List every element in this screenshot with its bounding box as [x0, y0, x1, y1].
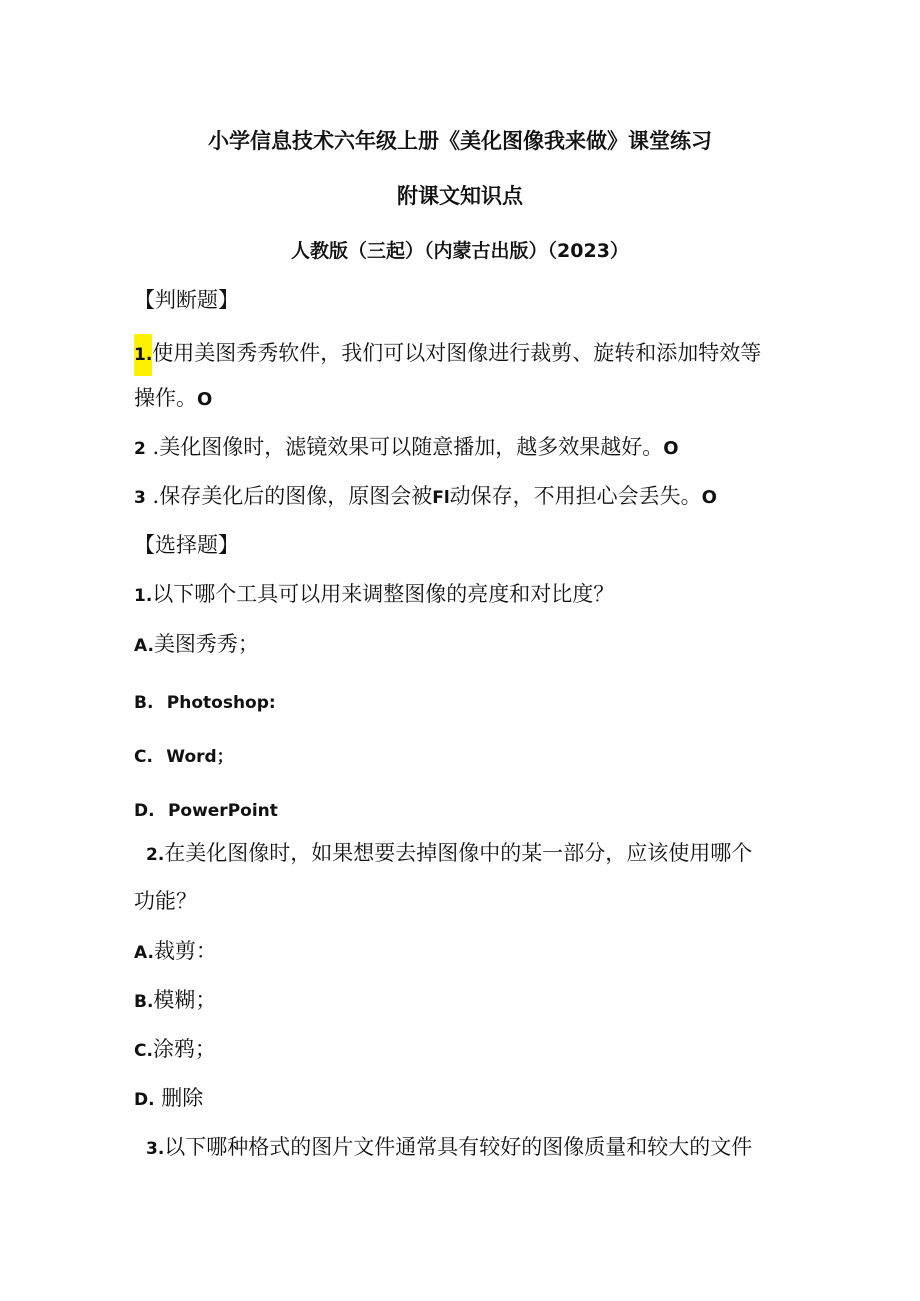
option-letter: A.	[134, 943, 154, 963]
choice-q2	[146, 838, 752, 870]
option-text: Photoshop:	[166, 693, 276, 713]
judgment-heading: 【判断题】	[134, 288, 239, 312]
judgment-item-3-text-fl: Fl	[432, 488, 450, 508]
option-letter: C.	[134, 1041, 153, 1061]
choice-q2-option-a	[134, 936, 217, 968]
choice-q2-text: 在美化图像时，如果想要去掉图像中的某一部分，应该使用哪个	[164, 841, 753, 865]
judgment-item-2-text: .美化图像时，滤镜效果可以随意播加，越多效果越好。	[145, 435, 664, 459]
page-subtitle: 附课文知识点	[397, 184, 523, 208]
judgment-item-1-text: 使用美图秀秀软件，我们可以对图像进行裁剪、旋转和添加特效等	[152, 341, 762, 365]
page-title: 小学信息技术六年级上册《美化图像我来做》课堂练习	[208, 129, 712, 153]
option-letter: D.	[134, 1090, 155, 1110]
option-letter: A.	[134, 636, 154, 656]
judgment-item-1-number: 1.	[134, 334, 152, 376]
choice-q1-option-c	[134, 740, 234, 772]
judgment-item-1-mark: O	[197, 389, 213, 410]
choice-q2-number: 2.	[146, 845, 165, 865]
option-text: 裁剪：	[153, 939, 217, 963]
option-letter: C.	[134, 747, 153, 767]
option-text: PowerPoint	[167, 801, 278, 821]
choice-q1	[134, 579, 614, 611]
judgment-item-1-text-cont: 操作。	[134, 386, 197, 410]
choice-q2-option-c	[134, 1034, 216, 1066]
choice-q2-cont: 功能？	[134, 889, 197, 913]
option-text: 美图秀秀；	[153, 632, 259, 656]
judgment-item-2	[134, 432, 679, 464]
judgment-item-2-number: 2	[134, 439, 146, 459]
choice-q1-option-a	[134, 629, 259, 661]
option-letter: B.	[134, 992, 154, 1012]
choice-heading: 【选择题】	[134, 533, 239, 557]
choice-q1-option-d	[134, 794, 278, 826]
option-letter: D.	[134, 801, 155, 821]
choice-q3	[146, 1132, 752, 1164]
option-text: 涂鸦；	[152, 1037, 216, 1061]
judgment-item-2-mark: O	[663, 438, 679, 459]
choice-q2-option-d	[134, 1083, 203, 1115]
judgment-item-3-number: 3	[134, 488, 146, 508]
choice-q1-number: 1.	[134, 586, 153, 606]
judgment-item-1	[134, 334, 761, 376]
judgment-item-3-mark: O	[701, 487, 717, 508]
choice-q2-option-b	[134, 985, 216, 1017]
option-letter: B.	[134, 693, 154, 713]
option-text: 删除	[154, 1086, 204, 1110]
judgment-item-1-cont	[134, 383, 212, 415]
choice-q1-text: 以下哪个工具可以用来调整图像的亮度和对比度？	[152, 582, 615, 606]
option-text: Word；	[166, 747, 234, 767]
choice-q3-number: 3.	[146, 1139, 165, 1159]
judgment-item-3	[134, 481, 717, 513]
judgment-item-3-text-pre: .保存美化后的图像，原图会被	[145, 484, 433, 508]
choice-q1-option-b	[134, 686, 276, 718]
choice-q3-text: 以下哪种格式的图片文件通常具有较好的图像质量和较大的文件	[164, 1135, 753, 1159]
option-text: 模糊；	[153, 988, 217, 1012]
edition-line: 人教版（三起）（内蒙古出版）（2023）	[291, 240, 629, 262]
judgment-item-3-text-post: 动保存，不用担心会丢失。	[449, 484, 702, 508]
